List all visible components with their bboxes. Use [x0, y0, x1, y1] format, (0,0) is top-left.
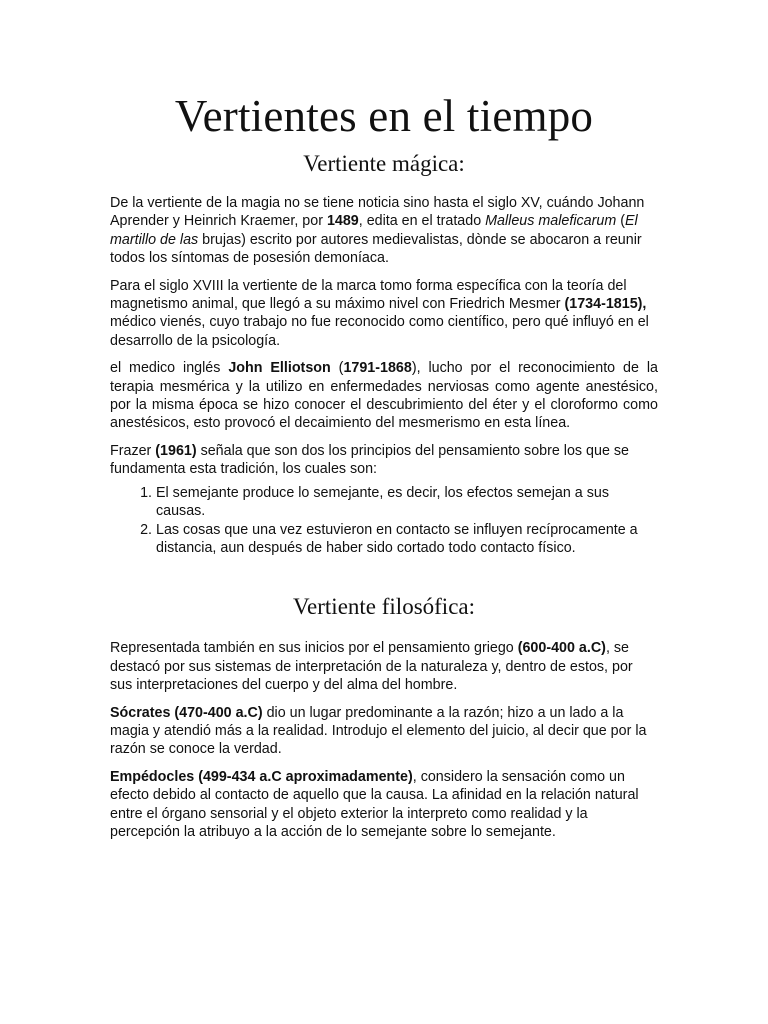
paragraph-elliotson — [110, 359, 658, 433]
paragraph-pensamiento-griego — [110, 639, 658, 694]
text-run: brujas) escrito por autores medievalistas, dònde se abocaron a reunir todos los síntomas de posesión demoníaca. — [110, 231, 642, 267]
paragraph-magia-origen — [110, 194, 658, 268]
text-run: De la vertiente de la magia no se tiene noticia sino hasta el siglo XV, cuándo Johann Aprender y Heinrich Kraemer, por — [110, 195, 645, 230]
paragraph-frazer — [110, 442, 658, 479]
text-run: , considero la sensación como un efecto debido al contacto de aquello que la causa. La afinidad en la relación natural entre el órgano sensorial y el objeto exterior la interpreto como realidad y la percepción la atribuyo a la acción de lo semejante sobre lo semejante. — [110, 768, 639, 840]
text-run: médico vienés, cuyo trabajo no fue reconocido como científico, pero qué influyó en el desarrollo de la psicología. — [110, 314, 649, 349]
list-item: 2. Las cosas que una vez estuvieron en contacto se influyen recíprocamente a distancia, aun después de haber sido cortado todo contacto físico. — [156, 521, 658, 558]
text-run: John Elliotson — [228, 360, 331, 377]
text-run: (1734-1815), — [564, 296, 647, 313]
text-run: 1791-1868 — [343, 360, 412, 377]
text-run: 1489 — [326, 213, 359, 230]
paragraph-socrates — [110, 704, 658, 759]
text-run: El martillo de las — [110, 213, 638, 248]
section-heading-filosofica: Vertiente filosófica: — [292, 594, 475, 620]
text-run: Para el siglo XVIII la vertiente de la marca tomo forma específica con la teoría del magnetismo animal, que llegó a su máximo nivel con Friedrich Mesmer — [110, 277, 627, 313]
document-title: Vertientes en el tiempo — [174, 91, 594, 141]
text-run: Sócrates (470-400 a.C) — [110, 704, 263, 721]
principles-list — [110, 484, 658, 558]
text-run: dio un lugar predominante a la razón; hizo a un lado a la magia y atendió más a la realidad. Introdujo el elemento del juicio, al decir que por la razón se conoce la verdad. — [110, 704, 647, 758]
list-item: 1. El semejante produce lo semejante, es decir, los efectos semejan a sus causas. — [156, 484, 658, 521]
text-run: (1961) — [155, 442, 197, 459]
text-run: Malleus maleficarum — [485, 213, 617, 230]
text-run: el medico inglés — [110, 360, 229, 377]
text-run: Frazer — [110, 442, 156, 459]
text-run: señala que son dos los principios del pensamiento sobre los que se fundamenta esta tradición, los cuales son: — [110, 442, 629, 478]
section-heading-magica: Vertiente mágica: — [303, 151, 465, 176]
paragraph-empedocles — [110, 768, 658, 842]
text-run: (600-400 a.C) — [517, 640, 606, 657]
text-run: , se destacó por sus sistemas de interpretación de la naturaleza y, dentro de estos, por sus interpretaciones del cuerpo y del alma del hombre. — [110, 640, 633, 694]
text-run: ( — [330, 360, 344, 377]
text-run: Representada también en sus inicios por el pensamiento griego — [110, 640, 518, 657]
text-run: Empédocles (499-434 a.C aproximadamente) — [110, 768, 413, 785]
paragraph-magnetismo-animal — [110, 277, 658, 351]
text-run: ), lucho por el reconocimiento de la terapia mesmérica y la utilizo en enfermedades nerviosas como agente anestésico, por la misma época se hizo conocer el descubrimiento del éter y el cloroformo como anestésicos, esto provocó el decaimiento del mesmerismo en esta línea. — [110, 360, 658, 432]
text-run: ( — [616, 213, 625, 230]
text-run: , edita en el tratado — [358, 213, 486, 230]
